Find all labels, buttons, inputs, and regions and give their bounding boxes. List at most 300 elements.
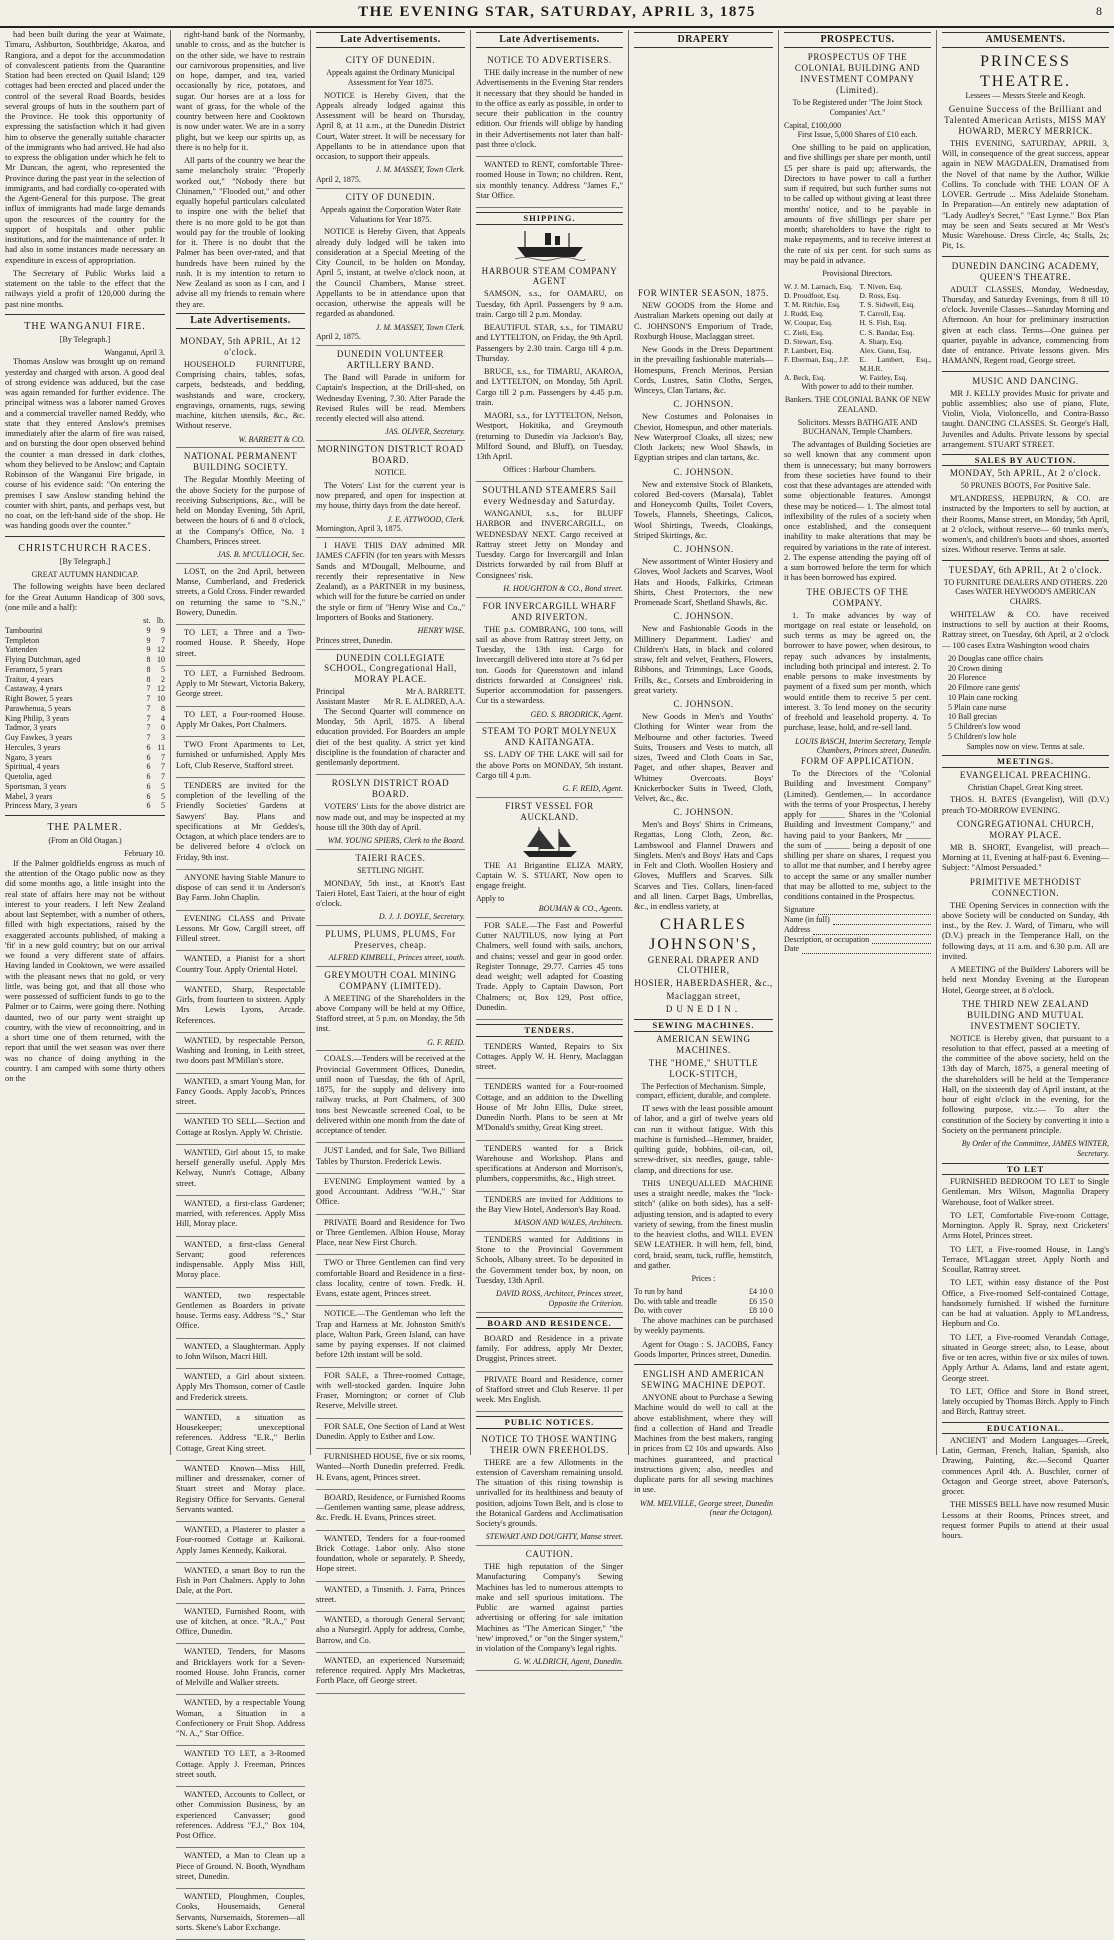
horse-name: Templeton: [5, 635, 40, 645]
ad-heading: CAUTION.: [525, 1549, 574, 1560]
advertisement: [176, 333, 305, 448]
ad-heading: DUNEDIN DANCING ACADEMY, QUEEN'S THEATRE.: [951, 260, 1100, 282]
form-field-row: [784, 925, 931, 935]
price-amount: £6 15 0: [749, 1296, 773, 1306]
horse-pounds: 5: [161, 664, 165, 674]
ad-text: BEAUTIFUL STAR, s.s., for TIMARU and LYTTELTON, on Friday, the 9th April. Passengers by 2.30 train. Cargo till 4 p.m. Thursday.: [476, 323, 623, 363]
ad-apply: Apply to: [476, 894, 505, 904]
horse-stone: 8: [146, 674, 151, 684]
ad-text: NOTICE is Hereby given, that pursuant to a resolution to that effect, passed at a meeting of the committee of the above society, held on the 13th day of March, 1875, a general meeting of the shareholders will be held at the Temperance Hall, on the sixteenth day of April instant, at the hour of eight o'clock in the evening, for the following purpose, viz.:— To alter the constitution of the Society by converting it into a Society on the permanent principle.: [942, 1033, 1109, 1135]
table-header-lb: lb.: [156, 616, 165, 626]
ad-heading: HARBOUR STEAM COMPANY AGENT: [481, 265, 618, 287]
ad-text: Men's and Boys' Shirts in Crimeans, Regattas, Long Cloth, Zeon, &c. Lambswool and Flannel Drawers and Singlets. Men's and Boys' Hats and Caps in Felt and Cloth. Woollen Hosiery and Gloves, Mufflers and Scarves. Silk Scarves and Ties. Collars, linen-faced and all linen. Carpet Bags, Umbrellas, &c., in endless variety, at: [634, 820, 773, 912]
small-ad: [176, 1339, 305, 1370]
horse-pounds: 7: [161, 772, 165, 782]
table-row: [5, 801, 165, 811]
ad-text: ANYONE having Stable Manure to dispose of can send it to Anderson's Bay Farm. John Chaplin.: [176, 872, 305, 903]
horse-name: Traitor, 4 years: [5, 674, 54, 684]
ad-text: The Regular Monthly Meeting of the above Society for the purpose of receiving Subscriptions, &c., will be held on Monday Evening, 5th April, between the hours of 6 and 8 o'clock, at the Company's Office, No. 1 Chambers, Princes street.: [176, 475, 305, 546]
horse-stone: 6: [146, 781, 151, 791]
ad-heading: MONDAY, 5th APRIL, At 2 o'clock.: [949, 468, 1102, 479]
small-ad: [176, 1410, 305, 1461]
ad-text: NOTICE is Hereby Given, that Appeals already duly lodged will be taken into consideration at a Special Meeting of the City Council, to be holden on Monday, April 5, instant, at twelve o'clock noon, at the Council Chambers, Manse street. Appellants to be in attendance upon that occasion, otherwise the appeals will be regarded as abandoned.: [316, 227, 465, 319]
column-5: [628, 30, 778, 1518]
advertisement: [316, 538, 465, 650]
directors-list: [784, 282, 931, 383]
horse-stone: 8: [146, 664, 151, 674]
table-row: [316, 697, 465, 707]
ad-signature: BOUMAN & CO., Agents.: [538, 904, 623, 914]
ad-heading: PRIMITIVE METHODIST CONNECTION.: [969, 876, 1082, 898]
ad-signature: WM. MELVILLE, George street, Dunedin (near the Octagon).: [639, 1498, 773, 1518]
ad-text: THIS UNEQUALLED MACHINE uses a straight needle, makes the "lock-stitch" (alike on both sides), has a self-adjusting tension, and is adapted to every variety of sewing, from the finest muslin to the heaviest cloths, and WILL EVEN SEW LEATHER. It will hem, fell, bind, cord, braid, seam, tuck, ruffle, hemstitch, and gather.: [634, 1178, 773, 1270]
ad-heading: GREYMOUTH COAL MINING COMPANY (LIMITED).: [324, 969, 457, 991]
small-ad: [316, 1306, 465, 1367]
section-heading: DRAPERY: [634, 32, 773, 48]
director-name: W. Fairley, Esq.: [859, 373, 908, 383]
section-heading: SEWING MACHINES.: [634, 1019, 773, 1031]
ad-signature: ALFRED KIMBELL, Princes street, south.: [328, 953, 465, 962]
chair-item: 10 Plain cane rocking: [948, 692, 1018, 702]
firm-banner: CHARLES JOHNSON'S,: [649, 916, 758, 953]
ad-signature: STEWART AND DOUGHTY, Manse street.: [485, 1532, 623, 1542]
price-amount: £4 10 0: [749, 1286, 773, 1296]
ad-text: THIS EVENING, SATURDAY, APRIL 3, Will, in consequence of the great success, appear again in NEW MAGDALEN, Dramatised from the Novel of that name by the Author, Wilkie Collins. To conclude with THE LOAN OF A LOVER. Gertrude ... Miss Adelaide Stoneham. In Preparation—An entirely new adaptation of "Lady Audley's Secret," "East Lynne." Box Plan may be seen and Seats secured at Mr West's Music Warehouse. Dress Circle, 4s; Stalls, 2s; Pit, 1s.: [942, 138, 1109, 251]
article-heading: CHRISTCHURCH RACES.: [18, 542, 152, 554]
ad-text: VOTERS' Lists for the above district are now made out, and may be inspected at my house till the 30th day of April.: [316, 802, 465, 832]
ad-heading: NOTICE TO ADVERTISERS.: [487, 55, 612, 66]
small-ad: [176, 1848, 305, 1889]
ad-text: TO LET, a Furnished Bedroom. Apply to Mr Stewart, Victoria Bakery, George street.: [176, 668, 305, 699]
ad-text: TO LET, within easy distance of the Post Office, a Five-roomed Self-contained Cottage, handsomely furnished. If wished the furniture can be had at valuation. Apply to M'Landress, Hepburn and Co.: [942, 1278, 1109, 1329]
horse-pounds: 12: [157, 684, 165, 694]
staff-name: Mr R. E. ALDRED, A.A.: [383, 697, 465, 707]
small-ad: [176, 1237, 305, 1288]
ad-text: TENDERS are invited for the completion of the levelling of the Friendly Societies' Gardens at Sawyers' Bay. Plans and specifications at Mr Geddes's, Octagon, at which place tenders are to be delivered before 4 o'clock on Friday, 9th inst.: [176, 780, 305, 862]
ad-signature: DAVID ROSS, Architect, Princes street, Opposite the Criterion.: [495, 1289, 623, 1308]
small-ad: [316, 1531, 465, 1582]
horse-pounds: 7: [161, 635, 165, 645]
masthead-title: THE EVENING STAR, SATURDAY, APRIL 3, 1875: [358, 4, 756, 20]
prospectus-text: The advantages of Building Societies are so well known that any comment upon them is unnecessary; but many borrowers from these societies have found to their cost that these advantages are attended with some objectionable features. Amongst these may be noticed— 1. The almost total inflexibility of the rules of a society when once established, and the consequent inability to make alterations that may be required by variations in the rate of interest. 2. The expense attending the paying off of a sum borrowed before the term for which it has been borrowed has expired.: [784, 440, 931, 583]
divider: [5, 815, 165, 816]
firm-subtitle: HOSIER, HABERDASHER, &c.,: [634, 978, 773, 989]
small-ad: [176, 666, 305, 707]
ad-text: ADULT CLASSES, Monday, Wednesday, Thursday, and Saturday Evenings, from 8 till 10 o'clock. Juvenile Classes—Saturday Morning and Afternoon. An hour for preliminary instruction given at each class. Terms—One guinea per quarter, payable in advance, commencing from date of entrance. Private lessons given. Mrs HAMANN, Regent road, George street.: [942, 284, 1109, 366]
horse-name: Tambourini: [5, 625, 43, 635]
ad-text: TENDERS Wanted, Repairs to Six Cottages. Apply W. H. Henry, Maclaggan street.: [476, 1041, 623, 1072]
small-ad: [316, 1653, 465, 1694]
table-row: [5, 723, 165, 733]
horse-stone: 9: [146, 625, 151, 635]
ad-text: WANTED, by respectable Person, Washing and Ironing, in Leith street, two doors past M'Millan's store.: [176, 1035, 305, 1066]
advertisement: [476, 1431, 623, 1546]
ad-text: WANTED, a Girl about sixteen. Apply Mrs Thomson, corner of Castle and Frederick streets.: [176, 1372, 305, 1402]
horse-pounds: 8: [161, 703, 165, 713]
director-name: C. Zieli, Esq.: [784, 327, 824, 337]
article-text: right-hand bank of the Normanby, unable to cross, and as the butcher is on the other side, we have to restrain our carnivorous propensities, and live on hope, damper, and tea, varied occasionally by rice, potatoes, and sugar. Our horses are at a loss for want of grass, for the whole of the country between here and Cooktown is now under water. We are in a sorry plight, but we keep our spirits up, as there is no help for it.: [176, 30, 305, 152]
director-name: D. Stewart, Esq.: [784, 336, 833, 346]
table-row: [634, 1287, 773, 1297]
ad-text: NEW GOODS from the Home and Australian Markets opening out daily at C. JOHNSON'S Emporium of Trade, Roxburgh House, Maclaggan street.: [634, 301, 773, 341]
price-item: To run by hand: [634, 1286, 683, 1296]
advertisement: [476, 482, 623, 597]
chair-item: 20 Douglas cane office chairs: [948, 653, 1043, 663]
ad-heading: THE "HOME," SHUTTLE LOCK-STITCH,: [648, 1057, 759, 1079]
ad-text: The Voters' List for the current year is now prepared, and open for inspection at my house, thirty days from the date hereof.: [316, 480, 465, 511]
page-number: 8: [1096, 4, 1102, 18]
ad-text: FOR SALE, One Section of Land at West Dunedin. Apply to Esther and Low.: [316, 1421, 465, 1441]
ad-text: WANGANUI, s.s., for BLUFF HARBOR and INVERCARGILL, on WEDNESDAY NEXT. Cargo received at Rattray street Jetty on Monday and Tuesday. Cargo for Invercargill and Inlan Districts forwarded by rail from Bluff at Consignees' risk.: [476, 509, 623, 580]
ad-text: WANTED, two respectable Gentlemen as Boarders in private house. Terms easy. Address "S.," Star Office.: [176, 1290, 305, 1331]
ad-text: New Goods in Men's and Youths' Clothing for Winter wear from the Melbourne and other factories. Tweed Suits, Trousers and Vests to match, all sizes, Tweed and Cloth Coats in Sac, Paget, and other shapes, Beaver and Whitney Overcoats. Boys' Knickerbocker Suits in Tweed, Cloth, Velvet, &c., &c.: [634, 712, 773, 803]
firm-city: DUNEDIN.: [665, 1004, 742, 1015]
table-row: [5, 665, 165, 675]
horse-pounds: 2: [161, 674, 165, 684]
price-amount: £8 10 0: [749, 1306, 773, 1316]
ad-heading: ROSLYN DISTRICT ROAD BOARD.: [331, 778, 450, 800]
table-row: [5, 743, 165, 753]
form-field-label: Signature: [784, 905, 815, 915]
director-name: A. Beck, Esq.: [784, 373, 826, 383]
ad-heading: TAIERI RACES.: [355, 852, 426, 863]
horse-stone: 9: [146, 645, 151, 655]
horse-stone: 6: [146, 791, 151, 801]
ad-text: NOTICE is Hereby Given, that the Appeals already lodged against this Assessment will be heard on Thursday, April 8, at 11 a.m., at the Dunedin District Court, Water street. It will be necessary for Appellants to be in attendance upon that occasion, to support their appeals.: [316, 90, 465, 162]
ad-text: WANTED, a situation as Housekeeper; unexceptional references. Address "E.R.," Berlin Cottage, Great King street.: [176, 1412, 305, 1453]
advertisement: [476, 1192, 623, 1232]
small-ad: [316, 1215, 465, 1256]
ad-text: TO LET, Office and Store in Bond street, lately occupied by Thomas Birch. Apply to Finch and Birch, Rattray street.: [942, 1386, 1109, 1417]
directors-heading: Provisional Directors.: [822, 269, 893, 279]
table-row: [5, 792, 165, 802]
ad-text: New Costumes and Polonaises in Cheviot, Homespun, and other materials. New Waterproof Cloaks, all sizes; new Cloth Jackets; new Wool Shawls, in Egyptian stripes and clan tartans, &c.: [634, 412, 773, 463]
ad-text: WANTED Known—Miss Hill, milliner and dressmaker, corner of Stuart street and Moray place. Registry Office for Servants. General Servants wanted.: [176, 1463, 305, 1514]
small-ad: [176, 1695, 305, 1746]
ad-text: WANTED, a Pianist for a short Country Tour. Apply Oriental Hotel.: [176, 954, 305, 974]
advertisement: [316, 346, 465, 441]
horse-pounds: 7: [161, 752, 165, 762]
ad-text: WANTED, a Man to Clean up a Piece of Ground. N. Booth, Wyndham street, Dunedin.: [176, 1851, 305, 1881]
ad-heading: CONGREGATIONAL CHURCH, MORAY PLACE.: [956, 818, 1095, 840]
price-table: [634, 1287, 773, 1316]
ad-heading: TUESDAY, 6th APRIL, At 2 o'clock.: [948, 564, 1103, 575]
table-row: [634, 1306, 773, 1316]
first-issue: First Issue, 5,000 Shares of £10 each.: [797, 130, 918, 140]
article-subheading: GREAT AUTUMN HANDICAP.: [31, 569, 139, 579]
form-field-line: [833, 915, 931, 925]
advertisement: [476, 1079, 623, 1140]
theatre-title: PRINCESS THEATRE.: [979, 53, 1072, 90]
small-ad: [316, 1174, 465, 1215]
director-name: Alex. Gunn, Esq.: [859, 345, 912, 355]
horse-pounds: 4: [161, 713, 165, 723]
chair-item: 20 Filmore cane gents': [948, 683, 1021, 693]
table-row: [5, 772, 165, 782]
horse-name: Spiritual, 4 years: [5, 762, 60, 772]
advertisement: [316, 441, 465, 538]
ad-text: The Band will Parade in uniform for Captain's Inspection, at the Drill-shed, on Wednesday Evening, 7.30. After Parade the Revised Rules will be read. Members recently elected will also attend.: [316, 373, 465, 424]
ad-text: ANYONE about to Purchase a Sewing Machine would do well to call at the above establishment, where they will find a collection of Hand and Treadle Machines from the best makers, ranging in prices from £2 10s and upwards. Also machines guaranteed, and practical instructions given; also, needles and duplicate parts for all sewing machines in use.: [634, 1393, 773, 1495]
ad-text: ANCIENT and Modern Languages—Greek, Latin, German, French, Italian, Spanish, also Drawing, Painting, &c.—Second Quarter commences April 4th. A. Buschler, corner of Octagon and George street, above Paterson's, grocer.: [942, 1435, 1109, 1497]
staff-table: [316, 687, 465, 707]
ad-signature: MASON AND WALES, Architects.: [514, 1218, 623, 1228]
form-field-label: Name (in full): [784, 915, 830, 925]
director-name: T. M. Ritchie, Esq.: [784, 300, 841, 310]
small-ad: [176, 707, 305, 738]
form-heading: FORM OF APPLICATION.: [800, 756, 915, 767]
horse-stone: 7: [146, 684, 151, 694]
advertisement: [476, 918, 623, 1020]
section-heading: PUBLIC NOTICES.: [476, 1416, 623, 1428]
director-name: T. Niven, Esq.: [859, 281, 903, 291]
small-ad: [176, 982, 305, 1033]
horse-name: Yattenden: [5, 645, 38, 655]
ad-text: THE high reputation of the Singer Manufacturing Company's Sewing Machines has led to numerous attempts to make and sell spurious imitations. The Public are warned against parties advertising or offering for sale imitation Machines as "The American Singer," "the 'new' improved," or "on the Singer system," in violation of the Company's legal rights.: [476, 1562, 623, 1654]
advertisement: [316, 775, 465, 849]
article-text: The Secretary of Public Works laid a statement on the table to the effect that the railways yield a profit of 120,000 during the past nine months.: [5, 268, 165, 309]
weights-body: [5, 626, 165, 811]
ad-heading: THE THIRD NEW ZEALAND BUILDING AND MUTUAL INVESTMENT SOCIETY.: [962, 998, 1089, 1031]
ad-heading: FOR INVERCARGILL WHARF AND RIVERTON.: [482, 600, 617, 622]
ad-heading: NATIONAL PERMANENT BUILDING SOCIETY.: [183, 451, 298, 473]
ad-signature: Offices : Harbour Chambers.: [503, 465, 596, 475]
ad-text: THE daily increase in the number of new Advertisements in the Evening Star renders it necessary that they should be handed in to the office as early as possible, in order to secure their publication in the country edition. Our friends will oblige by handing in their Advertisements not later than half-past three o'clock.: [476, 68, 623, 149]
ad-heading: EVANGELICAL PREACHING.: [959, 769, 1092, 780]
section-heading: BOARD AND RESIDENCE.: [476, 1317, 623, 1329]
section-heading: Late Advertisements.: [476, 32, 623, 48]
price-item: Do. with cover: [634, 1306, 682, 1316]
ad-heading: PLUMS, PLUMS, PLUMS, For Preserves, cheap.: [325, 929, 456, 951]
section-heading: EDUCATIONAL.: [942, 1422, 1109, 1434]
advertisement: [316, 189, 465, 346]
ad-text: FOR SALE.—The Fast and Powerful Cutter NAUTILUS, now lying at Port Chalmers, well found with sails, anchors, and chains; vessel and gear in good order. Register Tonnage, 29.77. Carries 45 tons dead weight; well adapted for Coasting Trade. Apply to Captain Dawson, Port Chalmers; or, Box 129, Post office, Dunedin.: [476, 920, 623, 1012]
form-field-line: [802, 944, 931, 954]
firm-name: C. JOHNSON.: [673, 466, 734, 477]
form-field-label: Description, or occupation: [784, 934, 870, 944]
horse-name: Hercules, 3 years: [5, 742, 61, 752]
column-1: [0, 30, 170, 1455]
ad-text: EVENING Employment wanted by a good Accountant. Address "W.H.," Star Office.: [316, 1176, 465, 1207]
horse-name: Tadmor, 3 years: [5, 723, 57, 733]
table-row: [5, 675, 165, 685]
ad-heading: MONDAY, 5th APRIL, At 12 o'clock.: [180, 335, 301, 357]
horse-name: Quetolia, aged: [5, 772, 52, 782]
ad-text: New and extensive Stock of Blankets, colored Bed-covers (Marsala), Tablet and Honeycomb Quilts, Toilet Covers, Towels, Flannels, Sheetings, Calicos, Wool Shirtings, Tweeds, Cloakings, Striped Skirtings, &c.: [634, 479, 773, 540]
form-field-row: [784, 905, 931, 915]
small-ad: [316, 1051, 465, 1143]
divider: [942, 371, 1109, 372]
advertisement: [316, 850, 465, 926]
section-heading: MEETINGS.: [942, 755, 1109, 767]
small-ad: [176, 1522, 305, 1563]
horse-pounds: 5: [161, 801, 165, 811]
small-ad: [176, 737, 305, 778]
article-heading: THE WANGANUI FIRE.: [24, 320, 146, 332]
horse-name: King Philip, 3 years: [5, 713, 69, 723]
ad-text: TO LET, a Four-roomed House. Apply Mr Oakes, Port Chalmers.: [176, 709, 305, 729]
form-field-row: [784, 944, 931, 954]
director-name: H. S. Fish, Esq.: [859, 318, 907, 328]
table-header-row: [5, 616, 165, 626]
ad-text: BOARD, Residence, or Furnished Rooms—Gentlemen wanting same, please address, &c. Fredk. H. Evans, Princes street.: [316, 1492, 465, 1523]
ad-text: A MEETING of the Builders' Laborers will be held next Monday Evening at the European Hotel, George street, at 8 o'clock.: [942, 965, 1109, 995]
small-ad: [176, 1145, 305, 1196]
ad-heading: STEAM TO PORT MOLYNEUX AND KAITANGATA.: [481, 726, 618, 748]
ad-text: WANTED, a thorough General Servant; also a Nursegirl. Apply for address, Combe, Barrow, and Co.: [316, 1615, 465, 1645]
table-header-st: st.: [143, 616, 151, 626]
ad-date: April 2, 1875.: [316, 332, 361, 342]
ad-text: WANTED TO SELL—Section and Cottage at Roslyn. Apply W. Christie.: [176, 1117, 305, 1137]
horse-stone: 6: [146, 742, 151, 752]
ad-text: WANTED, Tenders, for Masons and Bricklayers work for a Seven-roomed House. John Francis, corner of Melville and Walker streets.: [176, 1647, 305, 1688]
ad-date: April 2, 1875.: [316, 175, 361, 185]
staff-name: Mr A. BARRETT.: [406, 687, 465, 697]
small-ad: [316, 1490, 465, 1531]
table-row: [316, 687, 465, 697]
firm-name: C. JOHNSON.: [673, 807, 734, 818]
ad-signature: G. F. REID, Agent.: [562, 784, 623, 794]
horse-stone: 9: [146, 635, 151, 645]
horse-stone: 6: [146, 772, 151, 782]
ad-signature: J. M. MASSEY, Town Clerk.: [375, 165, 465, 175]
small-ad: [176, 911, 305, 952]
ad-text: WANTED, a smart Young Man, for Fancy Goods. Apply Jacob's, Princes street.: [176, 1076, 305, 1107]
ad-text: WANTED, Sharp, Respectable Girls, from fourteen to sixteen. Apply Mrs Lewis Lyons, Arcade. References.: [176, 984, 305, 1025]
horse-stone: 7: [146, 703, 151, 713]
byline: [By Telegraph.]: [59, 334, 111, 344]
small-ad: [176, 951, 305, 982]
ad-text: TO LET, a Three and a Two-roomed House. P. Sheedy, Hope street.: [176, 628, 305, 658]
table-header-name: [5, 616, 138, 626]
advertisement: [476, 798, 623, 918]
ad-text: FURNISHED BEDROOM TO LET to Single Gentleman. Mrs Wilson, Magnolia Drapery Warehouse, foot of Walker street.: [942, 1177, 1109, 1207]
ad-text: The above machines can be purchased by weekly payments.: [634, 1316, 773, 1336]
horse-name: Princess Mary, 3 years: [5, 801, 78, 811]
ad-heading: ENGLISH AND AMERICAN SEWING MACHINE DEPOT.: [641, 1369, 766, 1391]
staff-role: Principal: [316, 687, 345, 697]
ad-text: MR B. SHORT, Evangelist, will preach—Morning at 11, Evening at half-past 6. Evening—Subject: "Almost Persuaded.": [942, 842, 1109, 873]
ad-text: The Second Quarter will commence on Monday, 5th April, 1875. A liberal education provided. For Boarders an ample diet of the best quality. A strict yet kind discipline is the foundation of character and gentlemanly deportment.: [316, 706, 465, 768]
ad-heading: NOTICE TO THOSE WANTING THEIR OWN FREEHOLDS.: [481, 1433, 618, 1455]
horse-stone: 7: [146, 723, 151, 733]
small-ad: [316, 1449, 465, 1490]
column-7: [936, 30, 1114, 1541]
small-ad: [176, 1196, 305, 1237]
bankers: Bankers. THE COLONIAL BANK OF NEW ZEALAND.: [784, 395, 931, 414]
form-text: To the Directors of the "Colonial Building and Investment Company" (Limited). Gentlemen,— In accordance with the terms of your Prospectus, I hereby apply for ______ Shares in the "Colonial Building and Investment Company," and having paid to your Bankers, Mr ______ the sum of ______ being a deposit of one shilling per share on shares, I request you to allot me that number, and I hereby agree to accept the same or any smaller number that may be allotted to me, subject to the conditions contained in the Prospectus.: [784, 769, 931, 902]
table-row: [5, 636, 165, 646]
small-ad: [316, 1368, 465, 1419]
ad-text: WANTED to RENT, comfortable Three-roomed House in Town; no children. Rent, six monthly tenancy. Address "James F.," Star Office.: [476, 160, 623, 200]
director-name: W. Coupar, Esq.: [784, 318, 833, 328]
small-ad: [316, 1143, 465, 1174]
horse-pounds: 3: [161, 733, 165, 743]
table-row: [5, 733, 165, 743]
director-name: E. Lambert, Esq., M.H.R.: [859, 354, 931, 374]
table-row: [5, 684, 165, 694]
small-ad: [316, 1419, 465, 1450]
ad-subheading: SETTLING NIGHT.: [357, 865, 424, 875]
ad-text: WANTED, Ploughmen, Couples, Cooks, Housemaids, General Servants, Nursemaids, Storemen—all sorts. Skene's Labor Exchange.: [176, 1892, 305, 1932]
small-ads: [176, 564, 305, 1940]
ad-text: THERE are a few Allotments in the extension of Caversham remaining unsold. The situation of this rising township is unrivalled for its healthiness and beauty of position, adjoins Town Belt, and is close to the Botanical Gardens and Acclimatisation Society's grounds.: [476, 1457, 623, 1529]
ad-text: WANTED, Accounts to Collect, or other Commission Business, by an experienced Canvasser; good references. Address "F.J.," Box 104, Post Office.: [176, 1790, 305, 1841]
table-row: [5, 626, 165, 636]
table-row: [5, 753, 165, 763]
ad-text: WANTED, Furnished Room, with use of kitchen, at once. "R.A.," Post Office, Dunedin.: [176, 1606, 305, 1637]
advertisement: [316, 926, 465, 967]
small-ad: [176, 1033, 305, 1074]
ad-signature: J. M. MASSEY, Town Clerk.: [375, 322, 465, 332]
ad-text: New assortment of Winter Hosiery and Gloves, Wool Jackets and Scarves, Wool Hats and Hoods, Falkirks, Crimean Shirts, Chest Protectors, the new Promenade Scarf, Shetland Shawls, &c.: [634, 557, 773, 608]
small-ad: [176, 1288, 305, 1339]
small-ad: [176, 1369, 305, 1410]
ad-signature: HENRY WISE.: [417, 626, 465, 635]
article-text: The following weights have been declared for the Great Autumn Handicap of 300 sovs, (one mile and a half):: [5, 582, 165, 612]
advertisement: [476, 723, 623, 797]
columns: [0, 30, 1114, 1932]
ad-subheading: 50 PRUNES BOOTS, For Positive Sale.: [960, 481, 1091, 491]
ad-heading: MORNINGTON DISTRICT ROAD BOARD.: [317, 444, 464, 466]
table-row: [5, 714, 165, 724]
advertisement: [176, 448, 305, 563]
objects-heading: THE OBJECTS OF THE COMPANY.: [806, 586, 909, 608]
ad-text: MR J. KELLY provides Music for private and public assemblies; also use of piano, Flute, Violin, Viola, Violoncello, and Contra-Basso taught. DANCING CLASSES. St. George's Hall, Juveniles and Adults. Private lessons by special arrangement. STUART STREET.: [942, 388, 1109, 449]
ad-heading: CITY OF DUNEDIN.: [345, 191, 436, 202]
horse-pounds: 5: [161, 791, 165, 801]
ad-text: WANTED TO LET, a 3-Roomed Cottage. Apply J. Freeman, Princes street south.: [176, 1749, 305, 1779]
ad-signature: G. W. ALDRICH, Agent, Dunedin.: [513, 1657, 623, 1667]
ad-text: FURNISHED HOUSE, five or six rooms, Wanted—North Dunedin preferred. Fredk. H. Evans, agent, Princes street.: [316, 1452, 465, 1482]
article-heading: THE PALMER.: [47, 822, 123, 834]
ad-signature: JAS. B. M'CULLOCH, Sec.: [217, 550, 305, 560]
ad-signature: H. HOUGHTON & CO., Bond street.: [503, 583, 623, 593]
director-name: C. S. Bandar, Esq.: [859, 327, 915, 337]
advertisement: [476, 598, 623, 724]
director-name: A. Sharp, Esq.: [859, 336, 904, 346]
ad-signature: GEO. S. BRODRICK, Agent.: [530, 709, 623, 719]
ad-text: WANTED, Tenders for a four-roomed Brick Cottage. Labor only. Also stone foundation, whole or separately. P. Sheedy, Hope street.: [316, 1533, 465, 1574]
director-name: F. Eberman, Esq., J.P.: [784, 354, 850, 364]
ad-signature: J. E. ATTWOOD, Clerk.: [387, 514, 465, 524]
small-ad: [176, 1787, 305, 1848]
small-ad: [176, 1889, 305, 1940]
weights-table: [5, 616, 165, 811]
horse-stone: 6: [146, 801, 151, 811]
ad-text: FOR SALE, a Three-roomed Cottage, with well-stocked garden. Inquire John Fraser, Mornington; or corner of Club Reserve, Melville street.: [316, 1370, 465, 1411]
advertisement: [476, 1546, 623, 1671]
ad-text: BOARD and Residence in a private family. For address, apply Mr Dexter, Druggist, Princes street.: [476, 1333, 623, 1364]
prospectus-text: One shilling to be paid on application, and five shillings per share per month, until £5 per share is paid up; afterwards, the Directors to have power to call a further sum if required, but such further sums not to be called up without giving at least three months' notice, and to be payable in amounts of five shillings per share per month; shareholders to have the right to make repayments, and to receive interest at the rate of six per cent. for such sums as may be paid in advance.: [784, 143, 931, 265]
table-row: [634, 1297, 773, 1307]
ad-subheading: Appeals against the Ordinary Municipal Assessment for Year 1875.: [326, 68, 455, 87]
chair-item: 5 Children's low wood: [948, 722, 1021, 732]
horse-stone: 6: [146, 752, 151, 762]
ad-text: THE MISSES BELL have now resumed Music Lessons at their Rooms, Princes street, and request former Pupils to attend at their usual hours.: [942, 1500, 1109, 1541]
divider: [942, 560, 1109, 561]
horse-pounds: 11: [157, 742, 165, 752]
director-name: D. Ross, Esq.: [859, 290, 901, 300]
ad-text: M'LANDRESS, HEPBURN, & CO. are instructed by the Importers to sell by auction, at their Rooms, Manse street, on Monday, 5th April, at 2 o'clock, without reserve— 60 trunks men's, women's, and children's boots and shoes, assorted sizes. Without reserve. Terms at sale.: [942, 494, 1109, 555]
ad-text: MONDAY, 5th inst., at Knott's East Taieri Hotel, East Taieri, at the hour of eight o'clock.: [316, 878, 465, 909]
horse-pounds: 5: [161, 781, 165, 791]
ad-text: TO LET, a Five-roomed House, in Lang's Terrace, M'Laggan street. Apply North and Scoullar, Rattray street.: [942, 1244, 1109, 1275]
horse-name: Castaway, 4 years: [5, 684, 63, 694]
ad-text: WANTED, a first-class Gardener; married, with references. Apply Miss Hill, Moray place.: [176, 1198, 305, 1229]
horse-pounds: 10: [157, 694, 165, 704]
ad-heading: DUNEDIN COLLEGIATE SCHOOL, Congregational Hall, MORAY PLACE.: [324, 652, 457, 685]
